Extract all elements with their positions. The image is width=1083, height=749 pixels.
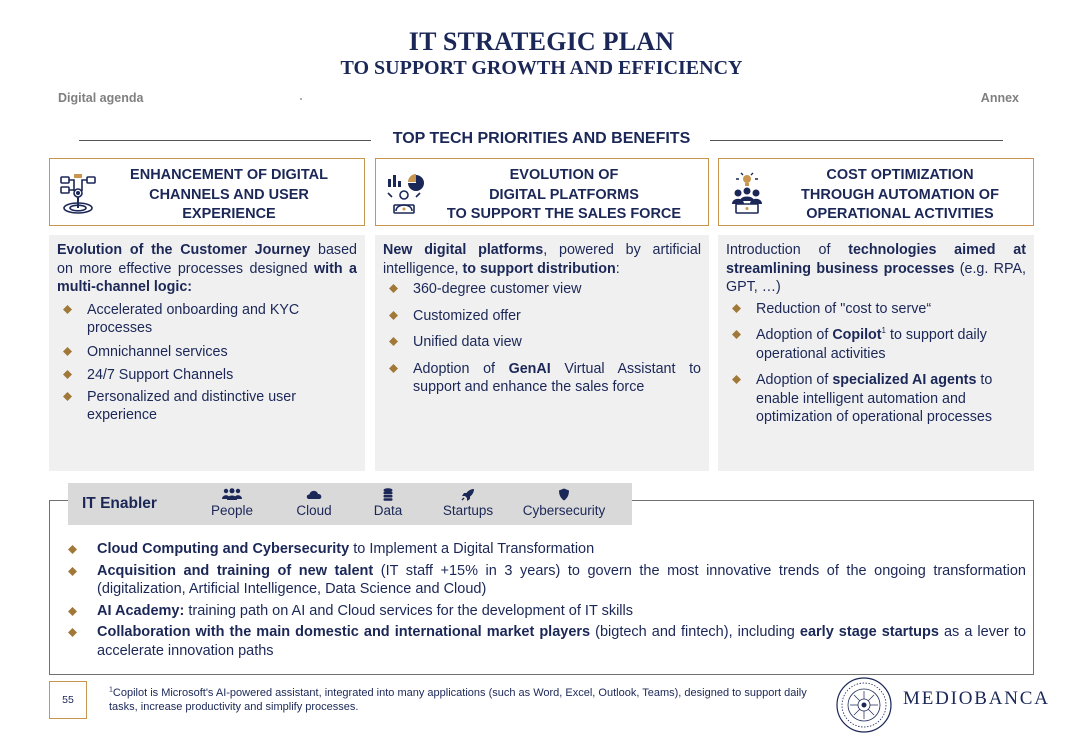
heading-line: COST OPTIMIZATION: [826, 167, 974, 183]
enabler-item-label: Data: [373, 503, 403, 518]
column-body-cost-optimization: [718, 235, 1034, 471]
list-item: Adoption of specialized AI agents to enable intelligent automation and optimization of operational processes: [726, 371, 1026, 427]
section-label-left: Digital agenda: [58, 91, 144, 105]
list-item: Customized offer: [383, 307, 701, 326]
section-heading: TOP TECH PRIORITIES AND BENEFITS: [392, 130, 691, 147]
column-body-digital-channels: [49, 235, 365, 471]
benefit-list: [726, 300, 1026, 427]
enabler-item-label: Cloud: [296, 503, 332, 518]
list-item: Accelerated onboarding and KYC processes: [57, 301, 357, 338]
list-item: Cloud Computing and Cybersecurity to Implement a Digital Transformation: [64, 540, 1026, 559]
heading-line: ENHANCEMENT OF DIGITAL: [130, 167, 328, 183]
list-item: 360-degree customer view: [383, 280, 701, 299]
heading-line: CHANNELS AND USER: [149, 186, 309, 203]
column-heading-cost-optimization: [718, 158, 1034, 226]
heading-line: EVOLUTION OF: [509, 167, 619, 183]
shield-icon: [558, 488, 570, 501]
column-intro: New digital platforms, powered by artificial intelligence, to support distribution:: [383, 242, 702, 277]
column-intro: Introduction of technologies aimed at streamlining business processes (e.g. RPA, GPT, …): [726, 242, 1027, 295]
team-idea-icon: [727, 171, 767, 215]
mediobanca-seal-logo: [835, 676, 893, 734]
heading-line: OPERATIONAL ACTIVITIES: [806, 206, 994, 222]
enabler-item-people: [202, 488, 262, 518]
footnote: $^1$Copilot is Microsoft's AI-powered assistant, integrated into many applications (such as Word, Excel, Outlook, Teams), designed to support daily tasks, increase productivity and simplify processes.: [109, 686, 807, 713]
list-item: Omnichannel services: [57, 343, 357, 362]
heading-line: TO SUPPORT THE SALES FORCE: [446, 206, 682, 222]
list-item: Adoption of Copilot$^1$ to support daily operational activities: [726, 326, 1026, 363]
column-intro: Evolution of the Customer Journey based on more effective processes designed with a multi-channel logic:: [57, 242, 358, 295]
enabler-border: [632, 500, 1034, 501]
analytics-user-icon: [384, 171, 424, 215]
people-icon: [221, 488, 243, 501]
column-heading-digital-platforms: [375, 158, 709, 226]
target-network-icon: [58, 171, 98, 215]
column-heading-digital-channels: [49, 158, 365, 226]
enabler-header-bar: [68, 483, 632, 525]
list-item: Personalized and distinctive user experience: [57, 388, 357, 425]
cloud-icon: [305, 488, 323, 501]
page-number: 55: [49, 681, 87, 719]
enabler-item-label: Cybersecurity: [522, 503, 606, 518]
list-item: Reduction of "cost to serve“: [726, 300, 1026, 319]
list-item: AI Academy: training path on AI and Cloud services for the development of IT skills: [64, 602, 1026, 621]
database-icon: [382, 488, 394, 501]
divider-right: [710, 140, 1003, 141]
brand-name: MEDIOBANCA: [903, 688, 1050, 709]
decorative-dot: [300, 98, 302, 100]
list-item: Adoption of GenAI Virtual Assistant to support and enhance the sales force: [383, 360, 701, 397]
enabler-list: [64, 540, 1026, 663]
benefit-list: [383, 280, 701, 397]
list-item: Collaboration with the main domestic and international market players (bigtech and fintech), including early stage startups as a lever to accelerate innovation paths: [64, 623, 1026, 660]
enabler-item-startups: [436, 488, 500, 518]
benefit-list: [57, 301, 357, 425]
heading-line: DIGITAL PLATFORMS: [489, 186, 639, 203]
enabler-item-data: [358, 488, 418, 518]
heading-line: EXPERIENCE: [182, 206, 276, 222]
enabler-title: IT Enabler: [82, 495, 157, 512]
column-body-digital-platforms: [375, 235, 709, 471]
rocket-icon: [461, 488, 475, 501]
list-item: Acquisition and training of new talent (IT staff +15% in 3 years) to govern the most innovative trends of the ongoing transformation (digitalization, Artificial Intelligence, Data Science and Cloud): [64, 562, 1026, 599]
enabler-item-cloud: [284, 488, 344, 518]
list-item: 24/7 Support Channels: [57, 366, 357, 385]
heading-line: THROUGH AUTOMATION OF: [801, 186, 999, 203]
enabler-item-cybersecurity: [514, 488, 614, 518]
list-item: Unified data view: [383, 333, 701, 352]
page-title: IT STRATEGIC PLAN: [408, 27, 675, 56]
enabler-item-label: Startups: [442, 503, 494, 518]
enabler-item-label: People: [210, 503, 254, 518]
section-label-right: Annex: [980, 91, 1019, 105]
enabler-border: [49, 500, 68, 501]
page-subtitle: TO SUPPORT GROWTH AND EFFICIENCY: [340, 57, 743, 79]
